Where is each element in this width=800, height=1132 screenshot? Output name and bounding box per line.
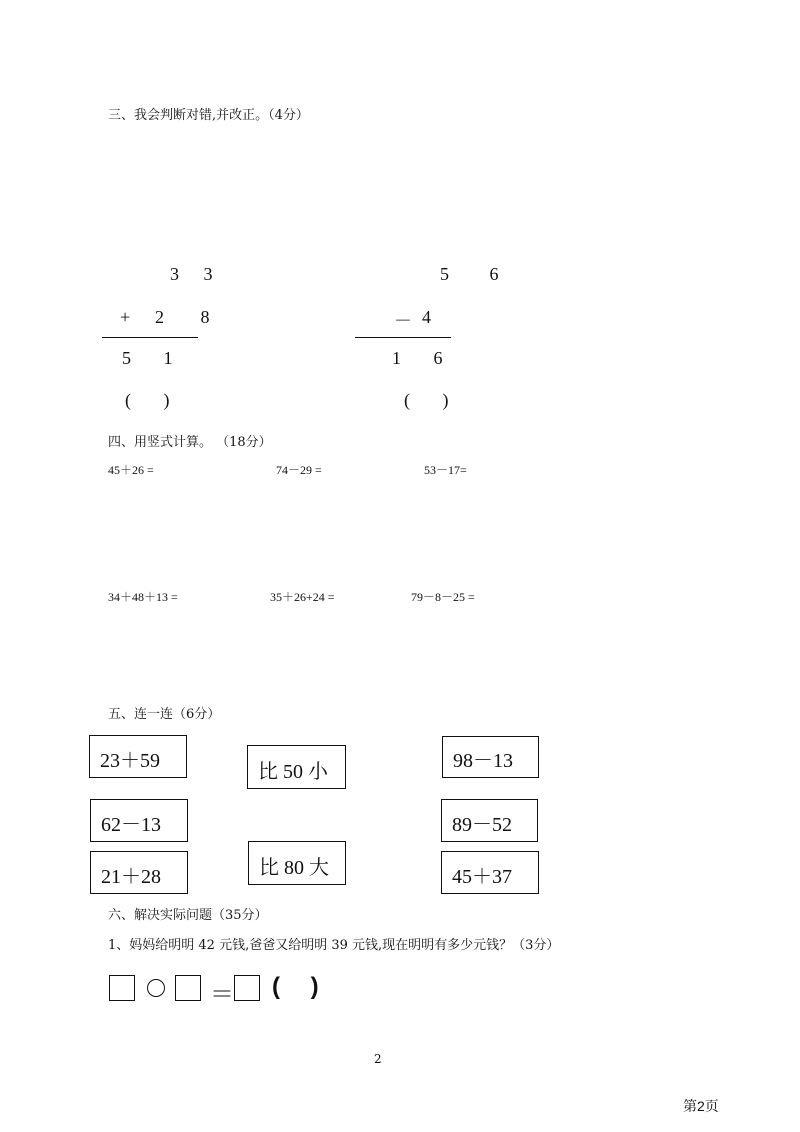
question-1-text: 1、妈妈给明明 42 元钱,爸爸又给明明 39 元钱,现在明明有多少元钱？（3分） [108, 938, 560, 953]
answer-box-square[interactable] [175, 975, 201, 1001]
section6-title: 六、解决实际问题（35分） [108, 908, 268, 923]
match-box-right[interactable]: 45＋37 [441, 851, 539, 894]
expression: 35＋26+24 = [270, 590, 335, 604]
answer-box-square[interactable] [109, 975, 135, 1001]
match-box-left[interactable]: 23＋59 [89, 735, 187, 778]
page-number: 2 [374, 1052, 382, 1066]
problem1-line [102, 337, 198, 338]
problem2-answer-paren[interactable]: ( ) [404, 390, 449, 410]
problem2-line [355, 337, 451, 338]
problem2-result: 1 6 [392, 348, 457, 368]
match-box-left[interactable]: 21＋28 [90, 851, 188, 894]
expression: 53－17= [424, 463, 467, 477]
problem1-top: 3 3 [170, 264, 223, 284]
match-box-left[interactable]: 62－13 [90, 799, 188, 842]
page-label: 第2页 [683, 1098, 719, 1114]
problem1-result: 5 1 [122, 348, 187, 368]
operator-circle[interactable] [147, 979, 165, 997]
match-box-middle[interactable]: 比 80 大 [248, 841, 346, 885]
section4-title: 四、用竖式计算。 （18分） [108, 435, 272, 450]
expression: 74－29 = [276, 463, 322, 477]
problem2-operator: － [394, 311, 412, 331]
section3-title: 三、我会判断对错,并改正。（4分） [108, 108, 309, 123]
expression: 79－8－25 = [411, 590, 475, 604]
problem1-operator: + [120, 307, 131, 327]
answer-unit-paren[interactable]: ( ) [272, 973, 319, 1000]
match-box-middle[interactable]: 比 50 小 [247, 745, 346, 789]
problem2-second: 4 [422, 307, 431, 327]
problem2-top: 5 6 [440, 264, 517, 284]
section5-title: 五、连一连（6分） [108, 707, 221, 722]
expression: 45＋26 = [108, 463, 154, 477]
answer-box-square[interactable] [234, 975, 260, 1001]
match-box-right[interactable]: 98－13 [442, 736, 539, 778]
problem1-second: 2 8 [155, 307, 226, 327]
problem1-answer-paren[interactable]: ( ) [125, 390, 170, 410]
expression: 34＋48＋13 = [108, 590, 178, 604]
match-box-right[interactable]: 89－52 [441, 799, 538, 842]
equals-sign: ＝ [210, 981, 234, 1008]
